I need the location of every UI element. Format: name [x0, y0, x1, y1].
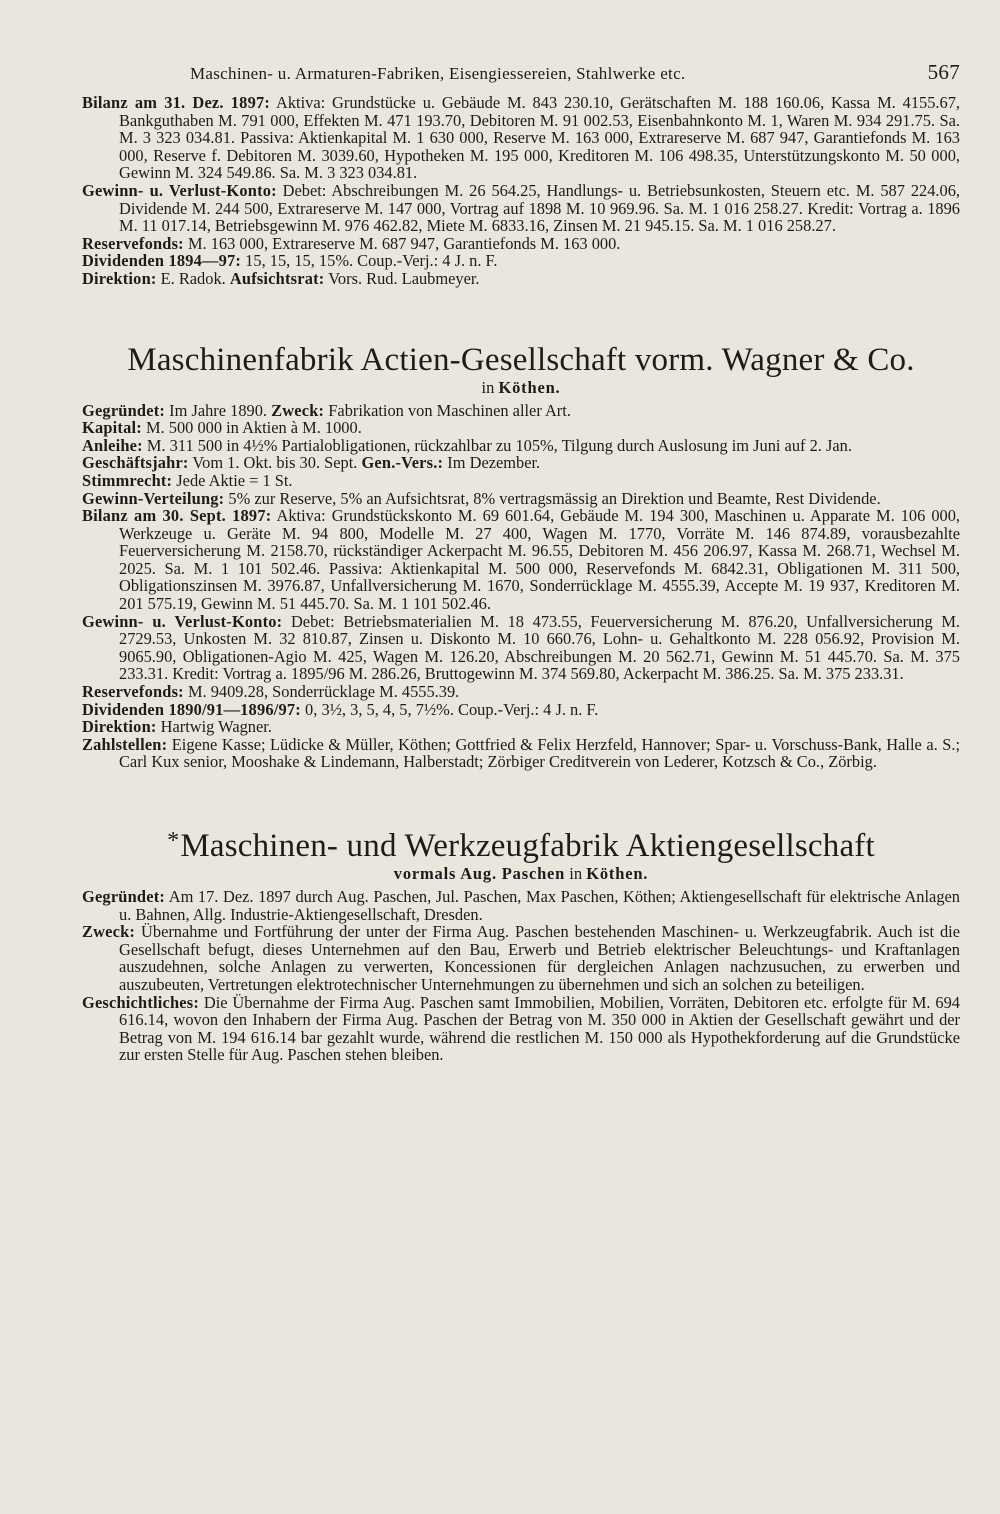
field-label: Zweck: [271, 400, 325, 420]
field-text: M. 9409.28, Sonderrücklage M. 4555.39. [183, 682, 460, 702]
company-title-wagner: Maschinenfabrik Actien-Gesellschaft vorm. Wagner & Co. [127, 341, 915, 378]
entry-paragraph [82, 182, 960, 235]
entry-paragraph [82, 472, 960, 490]
entry-paragraph [82, 402, 960, 420]
company-location [82, 864, 960, 883]
entry-paragraph [82, 454, 960, 472]
field-label: Zahlstellen: [82, 734, 168, 754]
entry-paragraph [82, 235, 960, 253]
field-label: Reservefonds: [82, 233, 184, 253]
field-label: Anleihe: [82, 435, 143, 455]
entry-paragraph [82, 923, 960, 993]
field-label: Gegründet: [82, 887, 166, 906]
field-label: Kapital: [82, 418, 142, 438]
page-number: 567 [927, 60, 960, 84]
field-text: Vors. Rud. Laubmeyer. [324, 268, 480, 288]
field-text: Jede Aktie = 1 St. [172, 470, 293, 490]
running-head [82, 60, 960, 94]
field-text: Fabrikation von Maschinen aller Art. [324, 400, 571, 420]
field-text: Im Dezember. [443, 453, 541, 473]
location-prefix: in [565, 864, 587, 883]
running-head-title: Maschinen- u. Armaturen-Fabriken, Eisengiessereien, Stahlwerke etc. [190, 64, 686, 83]
entry-paragraph [82, 718, 960, 736]
field-label: Gewinn-Verteilung: [82, 488, 225, 508]
location-city: Köthen. [586, 864, 649, 883]
company-location [82, 378, 960, 397]
field-text: Debet: Betriebsmaterialien M. 18 473.55, Feuerversicherung M. 876.20, Unfallversicherung M. 2729.53, Unkosten M. 32 810.87, Zinsen u. Diskonto M. 10 660.76, Lohn- u. Gehaltkonto M. 228 056.92, Provision M. 9065.90, Obligationen-Agio M. 425, Wagen M. 126.20, Abschreibungen M. 20 562.71, Gewinn M. 51 445.70. Sa. M. 375 233.31. Kredit: Vortrag a. 1895/96 M. 286.26, Bruttogewinn M. 374 569.80, Ackerpacht M. 386.25. Sa. M. 375 233.31. [119, 611, 961, 684]
field-text: M. 500 000 in Aktien à M. 1000. [141, 418, 362, 438]
field-label: Dividenden 1890/91—1896/97: [82, 699, 301, 719]
field-text: Hartwig Wagner. [156, 717, 272, 737]
field-text: Am 17. Dez. 1897 durch Aug. Paschen, Jul. Paschen, Max Paschen, Köthen; Aktiengesellschaft für elektrische Anlagen u. Bahnen, Allg. Industrie-Aktiengesellschaft, Dresden. [119, 887, 960, 924]
field-label: Bilanz am 31. Dez. 1897: [82, 93, 271, 112]
entry-paragraph [82, 94, 960, 182]
field-label: Direktion: [82, 268, 157, 288]
former-name: vormals Aug. Paschen [393, 864, 566, 883]
field-text: 5% zur Reserve, 5% an Aufsichtsrat, 8% vertragsmässig an Direktion und Beamte, Rest Dividende. [224, 488, 881, 508]
company-entry-paschen [82, 888, 960, 1064]
company-entry-wagner [82, 402, 960, 771]
field-label: Gen.-Vers.: [361, 453, 444, 473]
entry-paragraph [82, 507, 960, 613]
entry-paragraph [82, 613, 960, 683]
field-text: Aktiva: Grundstückskonto M. 69 601.64, Gebäude M. 194 300, Maschinen u. Apparate M. 106 000, Werkzeuge u. Geräte M. 94 800, Modelle M. 27 400, Wagen M. 1770, Vorräte M. 146 874.89, vorausbezahlte Feuerversicherung M. 2158.70, rückständiger Ackerpacht M. 96.55, Debitoren M. 456 206.97, Kassa M. 268.71, Wechsel M. 2025. Sa. M. 1 101 502.46. Passiva: Aktienkapital M. 500 000, Reservefonds M. 6842.31, Obligationen M. 311 500, Obligationszinsen M. 3976.87, Unfallversicherung M. 1670, Sonderrücklage M. 4555.39, Accepte M. 19 937, Kreditoren M. 201 575.19, Gewinn M. 51 445.70. Sa. M. 1 101 502.46. [119, 506, 961, 614]
field-label: Stimmrecht: [82, 470, 173, 490]
field-text: Debet: Abschreibungen M. 26 564.25, Handlungs- u. Betriebsunkosten, Steuern etc. M. 587 224.06, Dividende M. 244 500, Extrareserve M. 147 000, Vortrag auf 1898 M. 10 969.96. Sa. M. 1 016 258.27. Kredit: Vortrag a. 1896 M. 11 017.14, Betriebsgewinn M. 976 462.82, Miete M. 6833.16, Zinsen M. 21 945.15. Sa. M. 1 016 258.27. [119, 180, 960, 236]
field-label: Zweck: [82, 922, 136, 942]
entry-paragraph [82, 490, 960, 508]
entry-paragraph [82, 437, 960, 455]
field-text: M. 163 000, Extrareserve M. 687 947, Garantiefonds M. 163 000. [183, 233, 621, 253]
asterisk-mark: * [167, 828, 180, 854]
field-label: Gegründet: [82, 400, 166, 420]
field-label: Gewinn- u. Verlust-Konto: [82, 180, 277, 200]
field-text: Die Übernahme der Firma Aug. Paschen samt Immobilien, Mobilien, Vorräten, Debitoren etc. erfolgte für M. 694 616.14, wovon den Inhabern der Firma Aug. Paschen der Betrag von M. 350 000 in Aktien der Gesellschaft gewährt und der Betrag von M. 194 616.14 bar gezahlt wurde, während die restlichen M. 150 000 als Hypothekforderung auf die Grundstücke zur ersten Stelle für Aug. Paschen stehen bleiben. [119, 992, 960, 1065]
entry-paragraph [82, 683, 960, 701]
field-label: Geschichtliches: [82, 992, 200, 1012]
field-text: 0, 3½, 3, 5, 4, 5, 7½%. Coup.-Verj.: 4 J. n. F. [300, 699, 599, 719]
field-label: Bilanz am 30. Sept. 1897: [82, 506, 272, 526]
field-label: Direktion: [82, 717, 157, 737]
field-text: 15, 15, 15, 15%. Coup.-Verj.: 4 J. n. F. [241, 251, 498, 271]
company-title-paschen [82, 823, 960, 864]
field-text: E. Radok. [156, 268, 230, 288]
field-text: M. 311 500 in 4½% Partialobligationen, rückzahlbar zu 105%, Tilgung durch Auslosung im Juni auf 2. Jan. [142, 435, 852, 455]
entry-paragraph [82, 994, 960, 1064]
field-text: Übernahme und Fortführung der unter der Firma Aug. Paschen bestehenden Maschinen- u. Werkzeugfabrik. Auch ist die Gesellschaft befugt, dieses Unternehmen auf den Bau, Erwerb und Betrieb elektrischer Beleuchtungs- und Kraftanlagen auszudehnen, solche Anlagen zu verwerten, Koncessionen für dergleichen Anlagen nachzusuchen, zu erwerben und auszubeuten, Vertretungen elektrotechnischer Unternehmungen zu übernehmen und sich an solchen zu beteiligen. [119, 922, 960, 994]
entry-paragraph [82, 252, 960, 270]
field-text: Aktiva: Grundstücke u. Gebäude M. 843 230.10, Gerätschaften M. 188 160.06, Kassa M. 4155.67, Bankguthaben M. 791 000, Effekten M. 471 193.70, Debitoren M. 91 002.53, Eisenbahnkonto M. 1, Waren M. 934 291.75. Sa. M. 3 323 034.81. Passiva: Aktienkapital M. 1 630 000, Reserve M. 163 000, Extrareserve M. 687 947, Garantiefonds M. 163 000, Reserve f. Debitoren M. 3039.60, Hypotheken M. 195 000, Kreditoren M. 106 498.35, Unterstützungskonto M. 50 000, Gewinn M. 324 549.86. Sa. M. 3 323 034.81. [119, 93, 960, 183]
entry-paragraph [82, 888, 960, 923]
entry-paragraph [82, 701, 960, 719]
company-title-text: Maschinen- und Werkzeugfabrik Aktiengesellschaft [180, 828, 875, 864]
entry-paragraph [82, 736, 960, 771]
location-city: Köthen. [498, 377, 561, 397]
field-text: Eigene Kasse; Lüdicke & Müller, Köthen; Gottfried & Felix Herzfeld, Hannover; Spar- u. Vorschuss-Bank, Halle a. S.; Carl Kux senior, Mooshake & Lindemann, Halberstadt; Zörbiger Creditverein von Lederer, Kotzsch & Co., Zörbig. [119, 734, 960, 772]
entry-paragraph [82, 419, 960, 437]
field-text: Vom 1. Okt. bis 30. Sept. [188, 453, 362, 473]
field-label: Aufsichtsrat: [229, 268, 325, 288]
field-label: Gewinn- u. Verlust-Konto: [82, 611, 283, 631]
continued-entry [82, 94, 960, 288]
field-label: Reservefonds: [82, 682, 184, 702]
field-text: Im Jahre 1890. [165, 400, 272, 420]
field-label: Geschäftsjahr: [82, 453, 189, 473]
field-label: Dividenden 1894—97: [82, 251, 242, 271]
entry-paragraph [82, 270, 960, 288]
location-prefix: in [481, 377, 499, 397]
